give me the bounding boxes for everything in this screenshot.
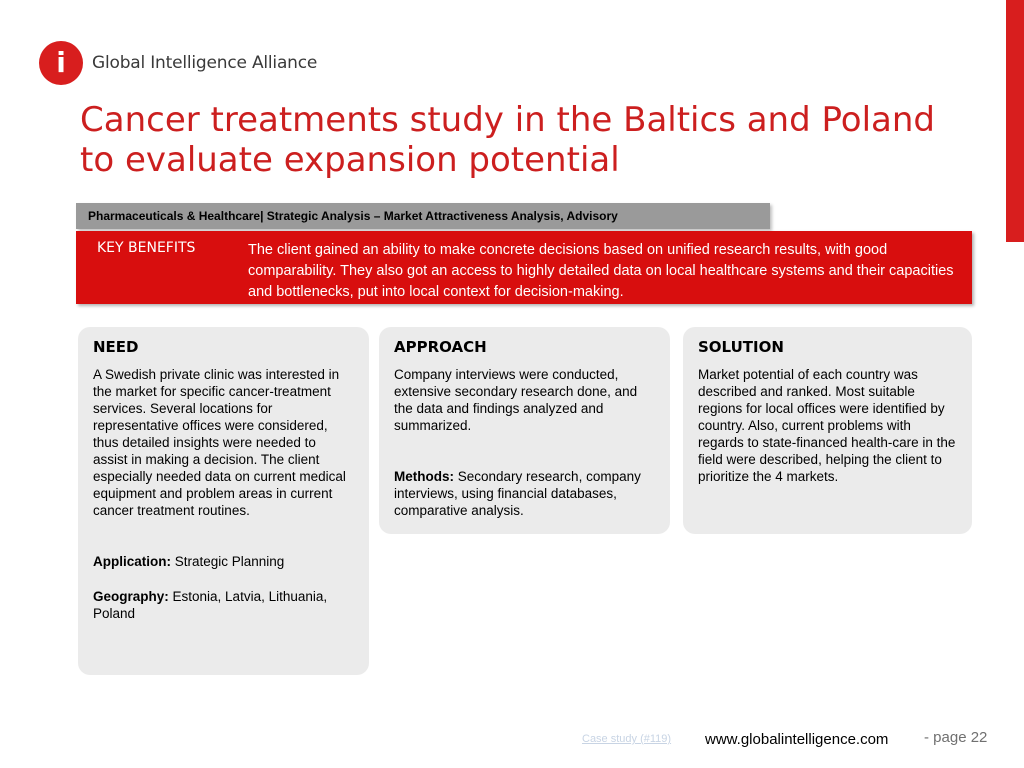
application-label: Application: — [93, 554, 171, 569]
page-title — [80, 100, 1000, 180]
need-application — [93, 553, 354, 570]
gia-logo-icon — [38, 40, 84, 86]
methods-value: Secondary research, company interviews, using financial databases, comparative analysis. — [394, 469, 641, 518]
key-benefits-banner — [76, 231, 972, 304]
key-benefits-label: KEY BENEFITS — [97, 240, 196, 256]
methods-label: Methods: — [394, 469, 454, 484]
category-text: Pharmaceuticals & Healthcare| Strategic Analysis – Market Attractiveness Analysis, Advisory — [88, 209, 618, 223]
approach-body: Company interviews were conducted, extensive secondary research done, and the data and findings analyzed and summarized. — [394, 367, 638, 433]
solution-panel — [683, 327, 972, 534]
logo-text: Global Intelligence Alliance — [92, 53, 318, 73]
need-heading: NEED — [93, 338, 139, 356]
geography-value: Estonia, Latvia, Lithuania, Poland — [93, 589, 328, 621]
category-bar — [76, 203, 770, 229]
website-url: www.globalintelligence.com — [705, 731, 889, 748]
need-panel — [78, 327, 369, 675]
company-logo — [38, 40, 318, 86]
solution-body: Market potential of each country was described and ranked. Most suitable regions for local offices were identified by country. Also, current problems with regards to state-financed health-care in the field were described, helping the client to prioritize the 4 markets. — [698, 367, 956, 484]
title-line-2: to evaluate expansion potential — [80, 140, 620, 180]
title-line-1: Cancer treatments study in the Baltics and Poland — [80, 100, 935, 140]
application-value: Strategic Planning — [171, 554, 285, 569]
approach-methods — [394, 468, 655, 519]
logo-mark-letter: i — [56, 46, 66, 79]
need-body: A Swedish private clinic was interested in the market for specific cancer-treatment services. Several locations for representative offices were considered, thus detailed insights were needed to assist in making a decision. The client especially needed data on current medical equipment and problem areas in current cancer treatment routines. — [93, 367, 346, 518]
approach-heading: APPROACH — [394, 338, 487, 356]
page-number: - page 22 — [924, 729, 988, 746]
key-benefits-text: The client gained an ability to make concrete decisions based on unified research results, with good comparability. They also got an access to highly detailed data on local healthcare systems and their capacities and bottlenecks, put into local context for decision-making. — [248, 242, 954, 300]
solution-heading: SOLUTION — [698, 338, 784, 356]
red-edge-strip — [1006, 0, 1024, 242]
geography-label: Geography: — [93, 589, 169, 604]
need-geography — [93, 588, 354, 622]
approach-panel — [379, 327, 670, 534]
case-study-link[interactable]: Case study (#119) — [582, 733, 672, 745]
